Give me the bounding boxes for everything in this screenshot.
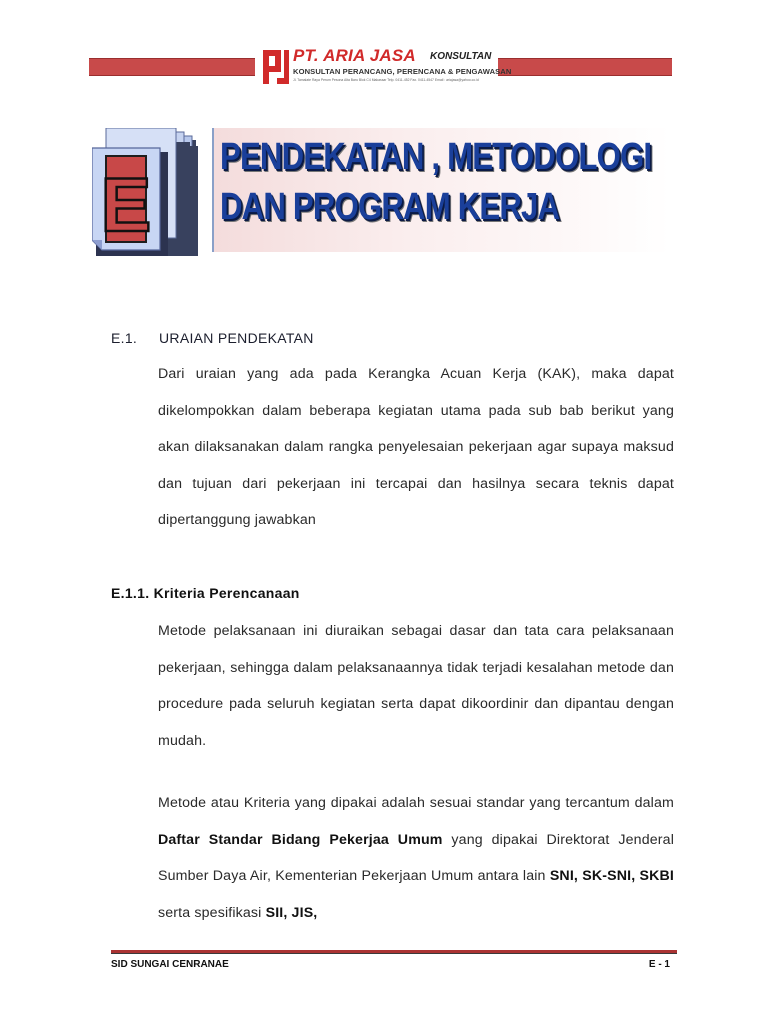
chapter-letter: E	[100, 163, 152, 248]
criteria-text-2: yang dipakai Direktorat Jenderal Sumber Daya Air, Kementerian Pekerjaan Umum antara lain	[158, 831, 675, 884]
criteria-paragraph	[158, 785, 674, 931]
header-band-right	[498, 58, 672, 76]
header-band-left	[89, 58, 255, 76]
criteria-bold-1: Daftar Standar Bidang Pekerjaa Umum	[158, 831, 443, 848]
section-title: URAIAN PENDEKATAN	[159, 330, 314, 346]
company-suffix: KONSULTAN	[430, 51, 492, 62]
chapter-emblem	[92, 128, 202, 260]
criteria-text-1: Metode atau Kriteria yang dipakai adalah sesuai standar yang tercantum dalam	[158, 795, 674, 811]
criteria-text-3: serta spesifikasi	[158, 904, 266, 921]
company-tagline: KONSULTAN PERANCANG, PERENCANA & PENGAWASAN	[293, 67, 512, 76]
subsection-number: E.1.1.	[111, 585, 150, 601]
subsection-paragraph: Metode pelaksanaan ini diuraikan sebagai dasar dan tata cara pelaksanaan pekerjaan, sehingga dalam pelaksanaannya tidak terjadi kesalahan metode dan procedure pada seluruh kegiatan serta dapat dikoordinir dan dipantau dengan mudah.	[158, 623, 674, 749]
chapter-title-panel	[212, 128, 670, 252]
footer-page-number: E - 1	[648, 959, 670, 970]
section-heading	[111, 330, 314, 346]
company-logo-block	[255, 40, 512, 98]
section-number: E.1.	[111, 330, 138, 346]
chapter-title-line-2: DAN PROGRAM KERJA	[220, 186, 560, 228]
company-address: Jl. Tamalate Raya Perum Pesona Alta Baru Blok C4 Makassar Telp. 0411-452 Fax. 0411-4547 Email : ariajasa@yahoo.co.id	[293, 78, 479, 82]
chapter-title-line-1: PENDEKATAN , METODOLOGI	[220, 136, 652, 178]
criteria-bold-3: SII, JIS,	[265, 904, 318, 921]
company-name: PT. ARIA JASA	[293, 46, 416, 65]
footer-divider	[111, 950, 677, 954]
subsection-title: Kriteria Perencanaan	[153, 585, 300, 601]
footer-project-name: SID SUNGAI CENRANAE	[111, 959, 229, 970]
company-logo-icon	[261, 46, 291, 86]
subsection-heading	[111, 585, 300, 601]
section-paragraph: Dari uraian yang ada pada Kerangka Acuan Kerja (KAK), maka dapat dikelompokkan dalam beberapa kegiatan utama pada sub bab berikut yang akan dilaksanakan dalam rangka penyelesaian pekerjaan agar supaya maksud dan tujuan dari pekerjaan ini tercapai dan hasilnya secara teknis dapat dipertanggung jawabkan	[158, 366, 674, 528]
criteria-bold-2: SNI, SK-SNI, SKBI	[549, 868, 674, 884]
